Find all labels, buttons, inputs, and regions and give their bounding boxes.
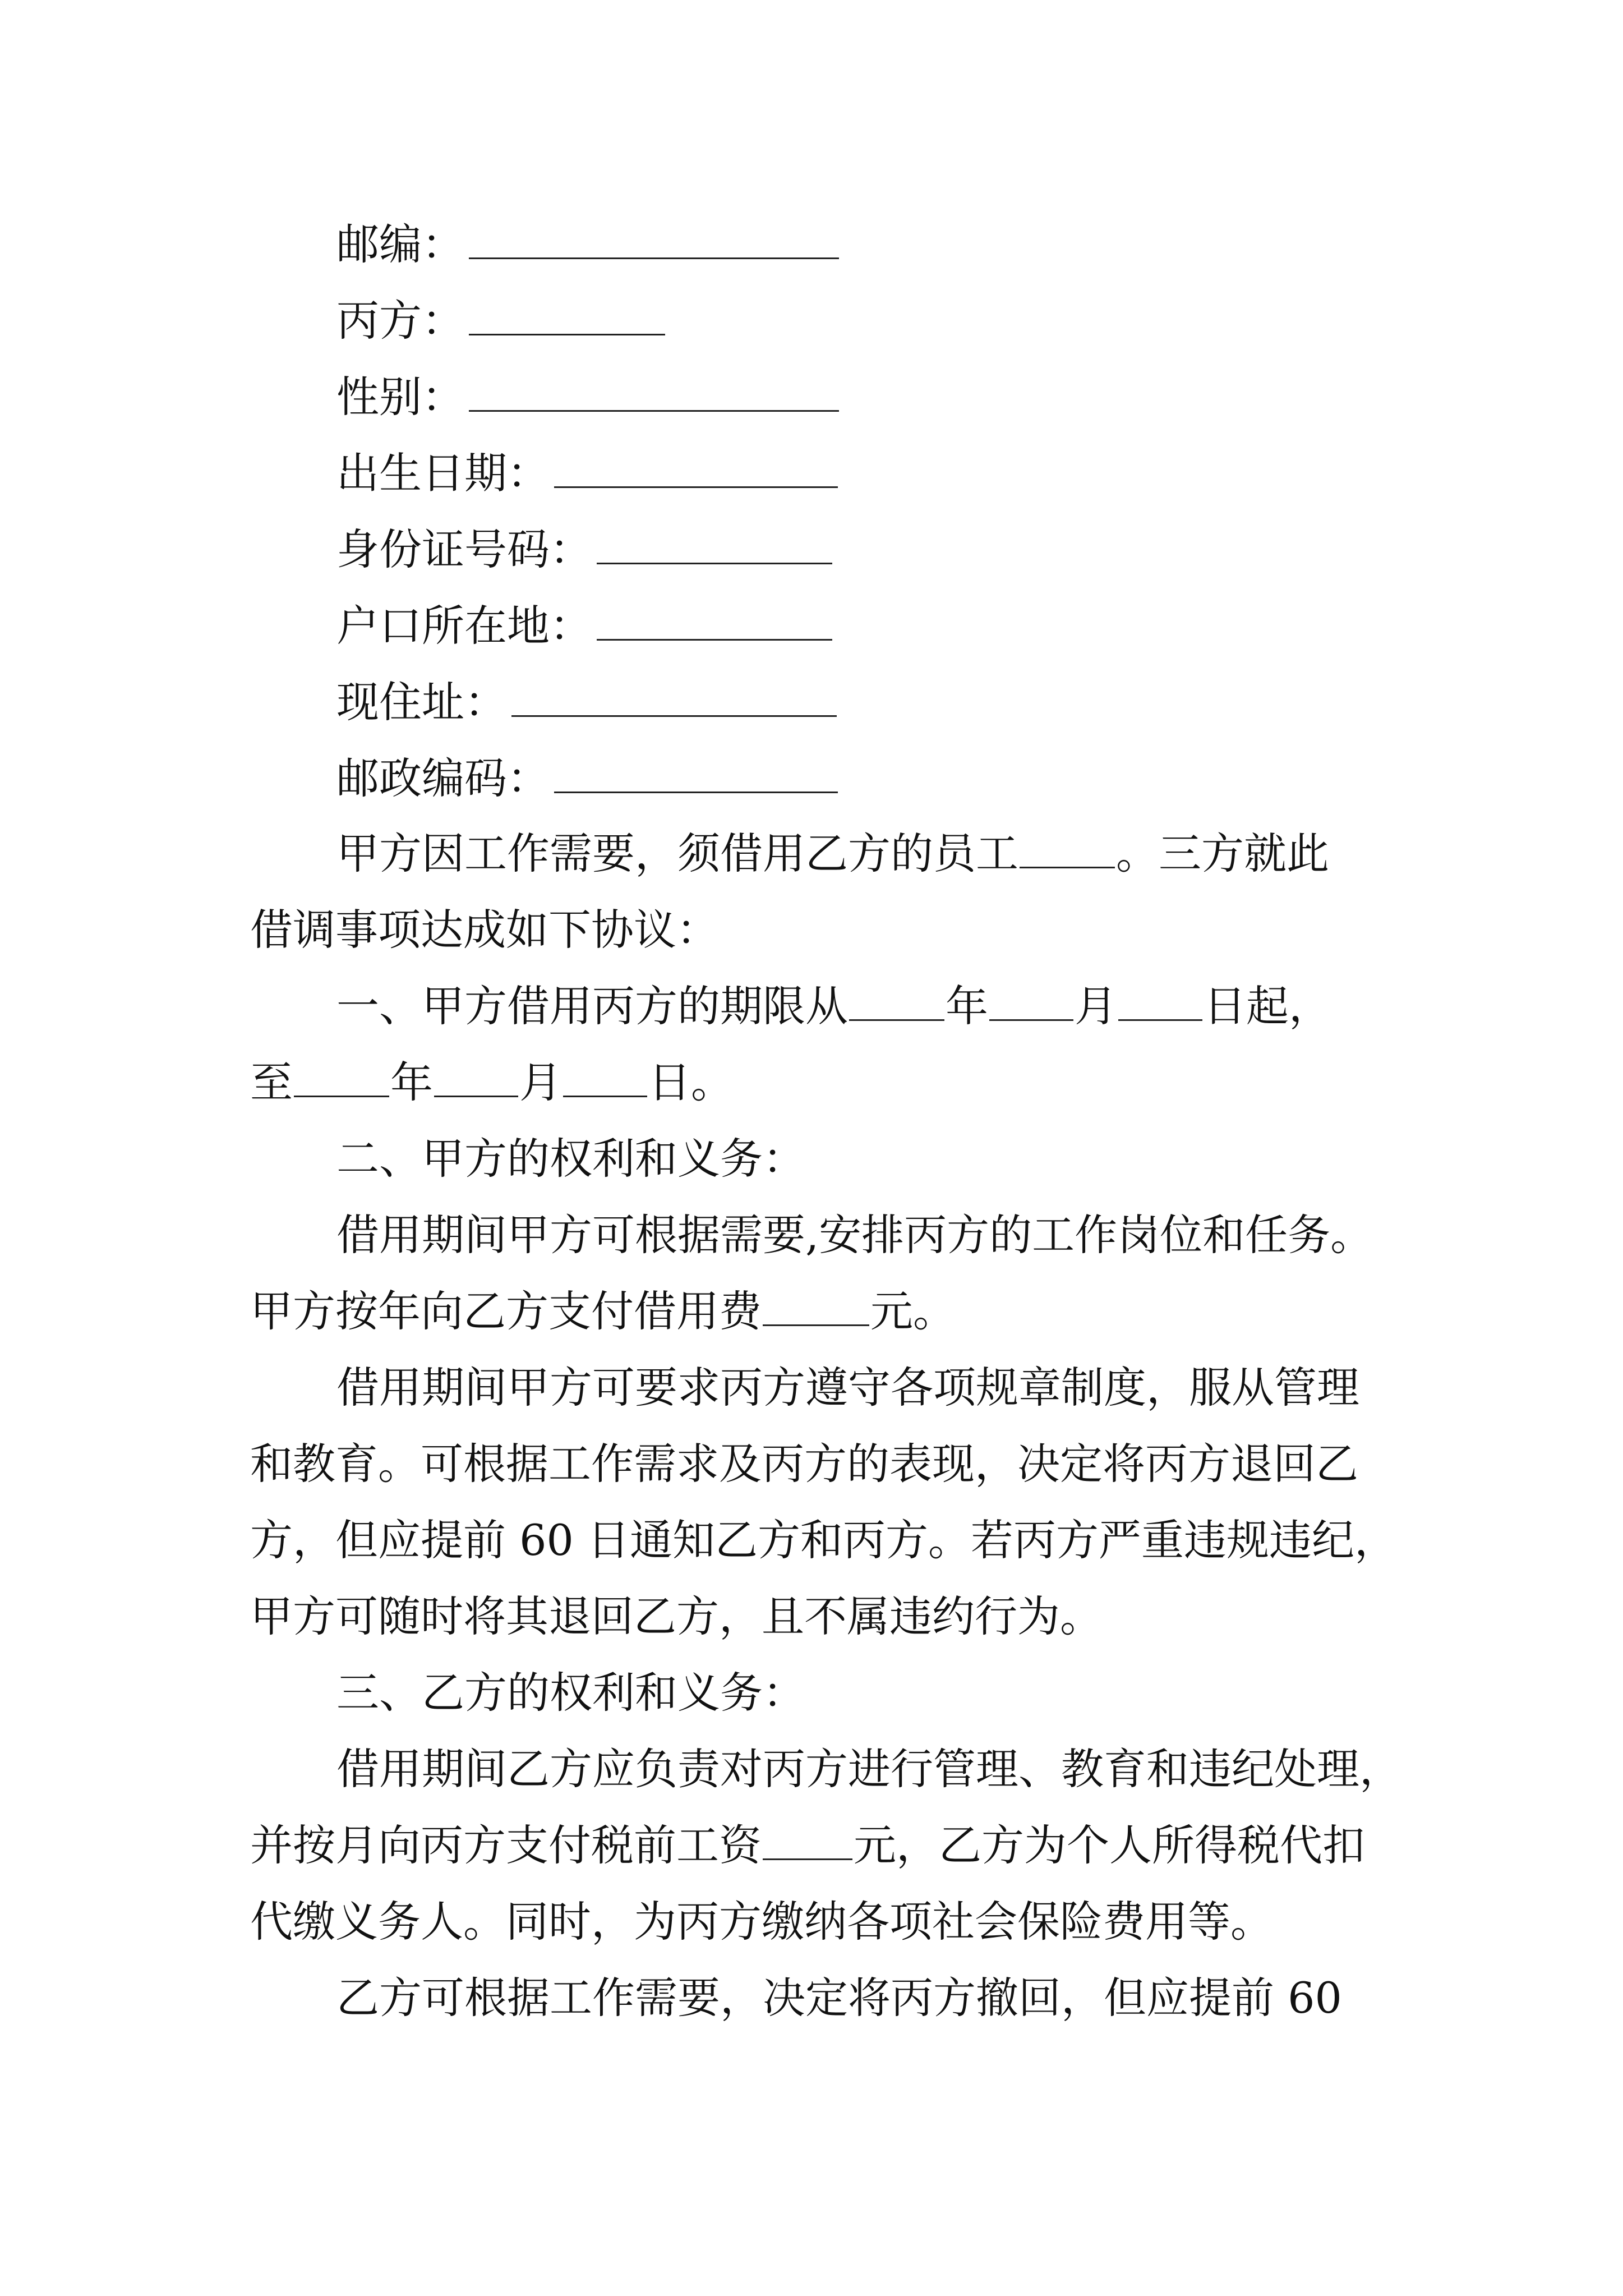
blank-underline: [469, 376, 839, 412]
section-2-para-2-line-1: [336, 1363, 1359, 1412]
field-label: 邮编：: [336, 219, 464, 269]
text: 元，乙方为个人所得税代扣: [854, 1820, 1365, 1870]
clause-1-line-2: [250, 1057, 734, 1107]
field-label: 性别：: [336, 372, 464, 422]
blank-underline: [554, 453, 838, 488]
text: 借用期间甲方可要求丙方遵守各项规章制度，服从管理: [336, 1363, 1359, 1412]
field-id-number: [336, 524, 832, 574]
blank-underline: [989, 986, 1073, 1021]
text: 和教育。可根据工作需求及丙方的表现，决定将丙方退回乙: [250, 1439, 1358, 1489]
text: 年: [390, 1057, 433, 1107]
blank-underline: [597, 605, 832, 641]
blank-underline: [763, 1291, 869, 1326]
paragraph-intro-line-1: [336, 829, 1329, 878]
field-postal-code: [336, 753, 838, 803]
section-3-para-1-line-2: [250, 1820, 1365, 1870]
section-2-title: [336, 1134, 805, 1184]
blank-underline: [1020, 833, 1115, 868]
blank-underline: [511, 682, 837, 717]
text: 元。: [870, 1286, 956, 1336]
field-label: 身份证号码：: [336, 524, 592, 574]
field-hukou: [336, 601, 832, 651]
blank-underline: [1118, 986, 1202, 1021]
field-gender: [336, 372, 839, 422]
field-label: 户口所在地：: [336, 601, 592, 651]
section-2-para-1-line-1: [336, 1210, 1373, 1260]
text: 。三方就此: [1116, 829, 1329, 878]
text: 借用期间乙方应负责对丙方进行管理、教育和违纪处理，: [336, 1744, 1402, 1794]
text: 方，但应提前 60 日通知乙方和丙方。若丙方严重违规违纪，: [250, 1515, 1398, 1565]
section-2-para-1-line-2: [250, 1286, 956, 1336]
blank-underline: [294, 1062, 389, 1097]
section-3-para-1-line-1: [336, 1744, 1402, 1794]
field-label: 现住址：: [336, 677, 507, 727]
field-label: 出生日期：: [336, 448, 550, 498]
text: 借调事项达成如下协议：: [250, 905, 719, 955]
text: 并按月向丙方支付税前工资: [250, 1820, 762, 1870]
section-3-title: [336, 1668, 805, 1718]
text: 至: [250, 1057, 293, 1107]
text: 乙方可根据工作需要，决定将丙方撤回，但应提前 60: [336, 1973, 1342, 2023]
section-2-para-2-line-4: [250, 1591, 1103, 1641]
text: 甲方因工作需要，须借用乙方的员工: [336, 829, 1018, 878]
blank-underline: [563, 1062, 647, 1097]
section-2-para-2-line-3: [250, 1515, 1398, 1565]
text: 年: [946, 981, 988, 1031]
section-3-para-1-line-3: [250, 1897, 1273, 1947]
text: 月: [519, 1057, 562, 1107]
text: 甲方可随时将其退回乙方，且不属违约行为。: [250, 1591, 1103, 1641]
blank-underline: [597, 529, 832, 564]
field-current-address: [336, 677, 837, 727]
text: 三、乙方的权利和义务：: [336, 1668, 805, 1718]
blank-underline: [554, 758, 838, 793]
blank-underline: [469, 224, 839, 259]
section-2-para-2-line-2: [250, 1439, 1358, 1489]
text: 代缴义务人。同时，为丙方缴纳各项社会保险费用等。: [250, 1897, 1273, 1947]
blank-underline: [763, 1825, 852, 1860]
paragraph-intro-line-2: [250, 905, 719, 955]
text: 一、甲方借用丙方的期限从: [336, 981, 848, 1031]
blank-underline: [849, 986, 944, 1021]
text: 日起，: [1204, 981, 1331, 1031]
blank-underline: [434, 1062, 518, 1097]
text: 借用期间甲方可根据需要,安排丙方的工作岗位和任务。: [336, 1210, 1373, 1260]
section-3-para-2-line-1: [336, 1973, 1342, 2023]
text: 二、甲方的权利和义务：: [336, 1134, 805, 1184]
field-birth-date: [336, 448, 838, 498]
text: 甲方按年向乙方支付借用费: [250, 1286, 762, 1336]
field-party-c: [336, 296, 665, 346]
field-label: 邮政编码：: [336, 753, 550, 803]
field-postcode: [336, 219, 839, 269]
field-label: 丙方：: [336, 296, 464, 346]
text: 日。: [648, 1057, 734, 1107]
text: 月: [1075, 981, 1117, 1031]
blank-underline: [469, 300, 665, 335]
clause-1-line-1: [336, 981, 1331, 1031]
